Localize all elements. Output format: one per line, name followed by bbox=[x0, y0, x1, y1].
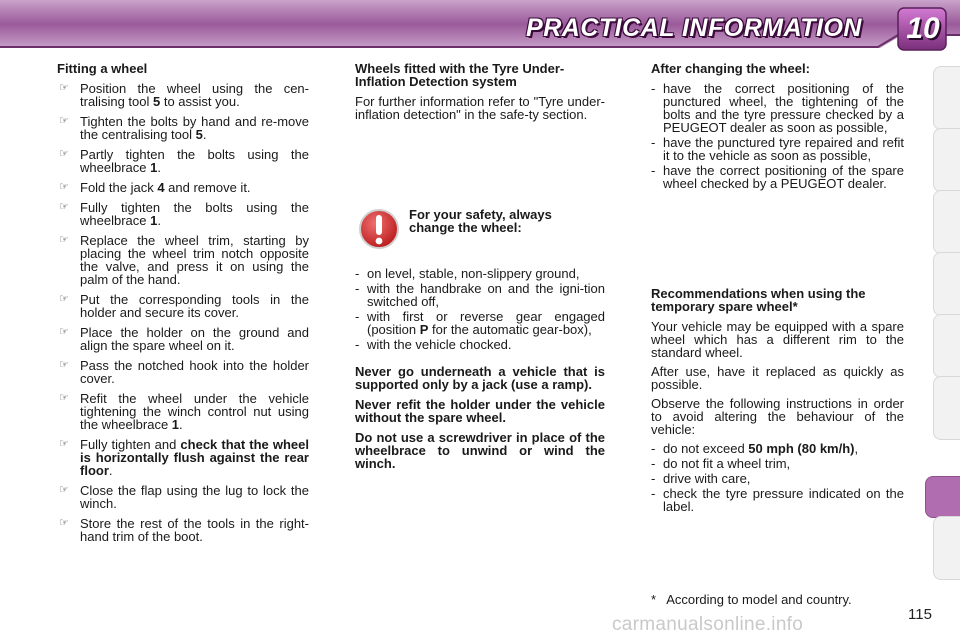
pointing-hand-icon: ☞ bbox=[59, 293, 69, 305]
text-run: Place the holder on the ground and align the spare wheel on it. bbox=[80, 325, 309, 353]
bold-text: 5 bbox=[195, 127, 203, 142]
header-band bbox=[0, 0, 960, 58]
text-run: for the automatic gear-box), bbox=[428, 322, 592, 337]
list-item-text bbox=[80, 82, 309, 108]
chapter-tab[interactable] bbox=[933, 128, 960, 192]
bold-text: 1 bbox=[171, 417, 180, 432]
text-run: Position the wheel using the cen-tralising tool bbox=[80, 81, 309, 109]
warning-exclamation-icon bbox=[359, 205, 399, 253]
dash-marker: - bbox=[355, 337, 360, 352]
text-run: with first or reverse gear engaged (position bbox=[367, 309, 605, 337]
list-item-text bbox=[80, 484, 309, 510]
chapter-tab[interactable] bbox=[933, 516, 960, 580]
pointing-hand-icon: ☞ bbox=[59, 517, 69, 529]
chapter-tab[interactable] bbox=[933, 66, 960, 130]
footnote-text: According to model and country. bbox=[666, 592, 852, 607]
text-run: , bbox=[854, 441, 859, 456]
safety-warning-title: For your safety, always change the wheel: bbox=[409, 207, 552, 235]
dash-marker: - bbox=[651, 441, 656, 456]
pointing-hand-icon: ☞ bbox=[59, 148, 69, 160]
list-item bbox=[57, 438, 309, 477]
spare-wheel-recommendations bbox=[651, 287, 904, 515]
list-item-text bbox=[80, 293, 309, 319]
safety-warning-text: Do not use a screwdriver in place of the wheelbrace to unwind or wind the winch. bbox=[355, 430, 605, 471]
dash-marker: - bbox=[355, 281, 360, 296]
bold-text: P bbox=[419, 322, 429, 337]
list-item bbox=[57, 82, 309, 108]
dash-marker: - bbox=[355, 266, 360, 281]
pointing-hand-icon: ☞ bbox=[59, 181, 69, 193]
fitting-wheel-heading: Fitting a wheel bbox=[57, 61, 148, 76]
text-run: Pass the notched hook into the holder cover. bbox=[80, 358, 309, 386]
list-item bbox=[57, 517, 309, 543]
text-run: Close the flap using the lug to lock the winch. bbox=[80, 483, 309, 511]
list-item-text bbox=[80, 201, 309, 227]
bold-text: 50 mph (80 km/h) bbox=[748, 441, 855, 456]
pointing-hand-icon: ☞ bbox=[59, 484, 69, 496]
bold-text: 1 bbox=[150, 160, 158, 175]
text-run: Put the corresponding tools in the holder and secure its cover. bbox=[80, 292, 309, 320]
list-item-text bbox=[80, 234, 309, 286]
list-item-text: have the punctured tyre repaired and refit it to the vehicle as soon as possible, bbox=[663, 135, 904, 163]
text-run: and remove it. bbox=[164, 180, 251, 195]
text-run: Fully tighten the bolts using the wheelbrace bbox=[80, 200, 309, 228]
list-item-text bbox=[367, 267, 605, 280]
list-item bbox=[651, 136, 904, 162]
list-item bbox=[57, 484, 309, 510]
bold-text: 4 bbox=[157, 180, 165, 195]
list-item-text: have the correct positioning of the punctured wheel, the tightening of the bolts and the tyre pressure checked by a PEUGEOT dealer as soon as possible, bbox=[663, 81, 904, 135]
list-item-text bbox=[80, 326, 309, 352]
pointing-hand-icon: ☞ bbox=[59, 326, 69, 338]
spare-wheel-paragraph: Observe the following instructions in order to avoid altering the behaviour of the vehicle: bbox=[651, 396, 904, 437]
bold-text: 1 bbox=[150, 213, 158, 228]
list-item bbox=[355, 282, 605, 308]
chapter-tab[interactable] bbox=[933, 252, 960, 316]
text-run: Replace the wheel trim, starting by placing the wheel trim notch opposite the valve, and press it on using the palm of the hand. bbox=[80, 233, 309, 287]
pointing-hand-icon: ☞ bbox=[59, 392, 69, 404]
safety-conditions bbox=[355, 267, 605, 477]
text-run: drive with care, bbox=[663, 471, 751, 486]
list-item bbox=[651, 82, 904, 134]
chapter-tab-active[interactable] bbox=[925, 476, 960, 518]
list-item-text bbox=[80, 517, 309, 543]
list-item bbox=[57, 326, 309, 352]
list-item bbox=[57, 201, 309, 227]
after-changing-heading: After changing the wheel: bbox=[651, 61, 810, 76]
list-item bbox=[57, 234, 309, 286]
list-item bbox=[355, 267, 605, 280]
text-run: check the tyre pressure indicated on the label. bbox=[663, 486, 904, 514]
list-item-text bbox=[80, 181, 309, 194]
bold-text: check that the wheel is horizontally flush against the rear floor bbox=[80, 437, 309, 478]
spare-wheel-paragraph: Your vehicle may be equipped with a spare wheel which has a different rim to the standard wheel. bbox=[651, 319, 904, 360]
list-item-text bbox=[367, 282, 605, 308]
dash-marker: - bbox=[651, 486, 656, 501]
list-item-text bbox=[663, 442, 904, 455]
text-run: Fold the jack bbox=[80, 180, 158, 195]
text-run: to assist you. bbox=[160, 94, 240, 109]
text-run: . bbox=[202, 127, 207, 142]
dash-marker: - bbox=[651, 163, 656, 178]
text-run: Partly tighten the bolts using the wheelbrace bbox=[80, 147, 309, 175]
pointing-hand-icon: ☞ bbox=[59, 82, 69, 94]
chapter-tabs bbox=[926, 66, 960, 576]
tyre-detection-paragraph: For further information refer to "Tyre under-inflation detection" in the safe-ty section. bbox=[355, 94, 605, 122]
dash-marker: - bbox=[651, 471, 656, 486]
list-item bbox=[355, 338, 605, 351]
after-changing-list bbox=[651, 82, 904, 190]
list-item bbox=[355, 310, 605, 336]
dash-marker: - bbox=[355, 309, 360, 324]
safety-warning-text: Never refit the holder under the vehicle without the spare wheel. bbox=[355, 397, 605, 425]
dash-marker: - bbox=[651, 81, 656, 96]
safety-warnings-list bbox=[355, 365, 605, 470]
spare-wheel-paragraph: After use, have it replaced as quickly as possible. bbox=[651, 364, 904, 392]
text-run: . bbox=[157, 160, 161, 175]
pointing-hand-icon: ☞ bbox=[59, 234, 69, 246]
list-item-text bbox=[663, 487, 904, 513]
pointing-hand-icon: ☞ bbox=[59, 115, 69, 127]
list-item-text: have the correct positioning of the spare wheel checked by a PEUGEOT dealer. bbox=[663, 163, 904, 191]
chapter-tab[interactable] bbox=[933, 314, 960, 378]
list-item-text bbox=[80, 359, 309, 385]
text-run: Refit the wheel under the vehicle tightening the winch control nut using the wheelbrace bbox=[80, 391, 309, 432]
chapter-tab[interactable] bbox=[933, 376, 960, 440]
dash-marker: - bbox=[651, 456, 656, 471]
safety-conditions-list bbox=[355, 267, 605, 351]
page-number: 115 bbox=[908, 606, 932, 623]
text-run: . bbox=[179, 417, 183, 432]
list-item bbox=[57, 359, 309, 385]
footnote-mark: * bbox=[651, 592, 657, 607]
list-item bbox=[651, 442, 904, 455]
list-item bbox=[57, 293, 309, 319]
list-item-text bbox=[367, 310, 605, 336]
list-item bbox=[57, 181, 309, 194]
page-title: PRACTICAL INFORMATION bbox=[526, 14, 862, 42]
safety-warning-text: Never go underneath a vehicle that is supported only by a jack (use a ramp). bbox=[355, 364, 605, 392]
spare-wheel-rules-list bbox=[651, 442, 904, 513]
list-item bbox=[651, 164, 904, 190]
column-tyre-detection bbox=[355, 62, 605, 127]
text-run: Store the rest of the tools in the right-hand trim of the boot. bbox=[80, 516, 309, 544]
fitting-steps-list bbox=[57, 82, 309, 543]
watermark: carmanualsonline.info bbox=[612, 614, 804, 635]
list-item bbox=[57, 392, 309, 431]
list-item-text bbox=[80, 148, 309, 174]
text-run: Tighten the bolts by hand and re-move the centralising tool bbox=[80, 114, 309, 142]
list-item-text bbox=[80, 438, 309, 477]
pointing-hand-icon: ☞ bbox=[59, 201, 69, 213]
pointing-hand-icon: ☞ bbox=[59, 438, 69, 450]
spare-wheel-heading: Recommendations when using the temporary spare wheel* bbox=[651, 286, 866, 314]
bold-text: 5 bbox=[152, 94, 161, 109]
column-after-changing bbox=[651, 62, 904, 192]
column-fitting-wheel bbox=[57, 62, 309, 550]
list-item-text bbox=[367, 338, 605, 351]
safety-warning-box bbox=[355, 205, 605, 255]
chapter-tab[interactable] bbox=[933, 190, 960, 254]
list-item bbox=[57, 115, 309, 141]
list-item bbox=[57, 148, 309, 174]
list-item-text bbox=[80, 392, 309, 431]
pointing-hand-icon: ☞ bbox=[59, 359, 69, 371]
list-item-text bbox=[663, 472, 904, 485]
text-run: with the handbrake on and the igni-tion switched off, bbox=[367, 281, 605, 309]
tyre-detection-heading: Wheels fitted with the Tyre Under-Inflation Detection system bbox=[355, 61, 565, 89]
text-run: . bbox=[108, 463, 113, 478]
list-item-text bbox=[80, 115, 309, 141]
text-run: do not fit a wheel trim, bbox=[663, 456, 791, 471]
text-run: with the vehicle chocked. bbox=[367, 337, 512, 352]
text-run: . bbox=[157, 213, 161, 228]
text-run: Fully tighten and bbox=[80, 437, 181, 452]
list-item-text bbox=[663, 457, 904, 470]
list-item bbox=[651, 457, 904, 470]
footnote bbox=[651, 592, 852, 607]
text-run: on level, stable, non-slippery ground, bbox=[367, 266, 580, 281]
list-item bbox=[651, 472, 904, 485]
list-item bbox=[651, 487, 904, 513]
chapter-number-badge: 10 bbox=[906, 12, 940, 45]
text-run: do not exceed bbox=[663, 441, 749, 456]
dash-marker: - bbox=[651, 135, 656, 150]
spare-wheel-paragraphs bbox=[651, 320, 904, 436]
